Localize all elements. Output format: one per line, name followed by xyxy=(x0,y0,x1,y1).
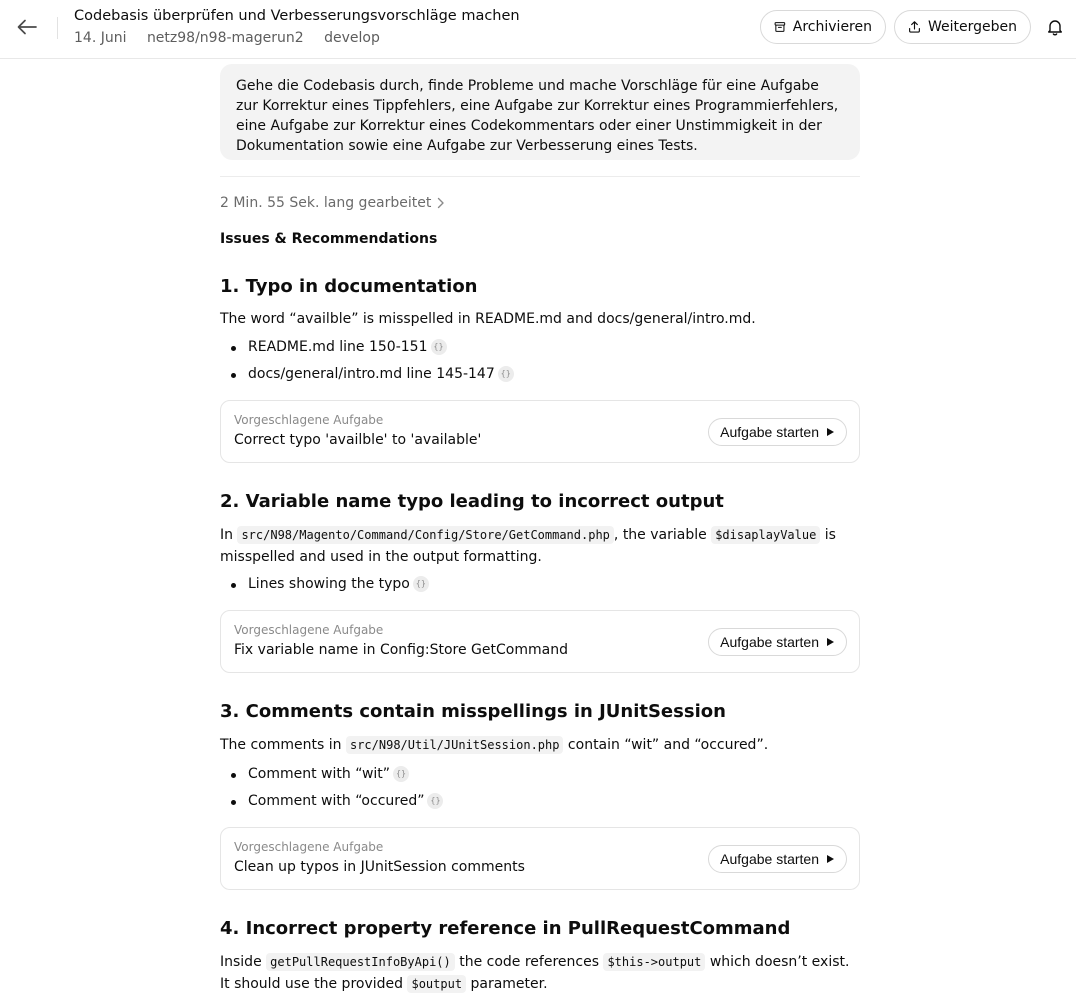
issue-reference-list xyxy=(220,571,429,598)
share-label: Weitergeben xyxy=(927,19,1017,35)
user-prompt: Gehe die Codebasis durch, finde Probleme und mache Vorschläge für eine Aufgabe zur Korrektur eines Tippfehlers, eine Aufgabe zur Korrektur eines Programmierfehlers, eine Aufgabe zur Korrektur eines Codekommentars oder einer Unstimmigkeit in der Dokumentation sowie eine Aufgabe zur Verbesserung eines Tests. xyxy=(220,64,860,160)
play-icon xyxy=(827,428,834,436)
issue-reference-list xyxy=(220,334,514,388)
list-item xyxy=(220,761,443,788)
list-item xyxy=(220,334,514,361)
suggested-task-title: Fix variable name in Config:Store GetCommand xyxy=(234,642,568,658)
issue-description xyxy=(220,524,860,568)
issue-heading: 4. Incorrect property reference in PullRequestCommand xyxy=(220,918,791,939)
archive-label: Archivieren xyxy=(792,19,872,35)
back-button[interactable] xyxy=(14,16,40,38)
citation-icon[interactable]: {} xyxy=(413,576,429,592)
start-task-label: Aufgabe starten xyxy=(720,851,819,867)
task-title: Codebasis überprüfen und Verbesserungsvorschläge machen xyxy=(74,8,520,24)
issue-heading: 2. Variable name typo leading to incorrect output xyxy=(220,491,724,512)
property-code: $this->output xyxy=(603,953,705,971)
suggested-task-title: Correct typo 'availble' to 'available' xyxy=(234,432,482,448)
worked-duration-toggle[interactable] xyxy=(220,195,445,211)
issue-description xyxy=(220,734,860,756)
text-fragment: Inside xyxy=(220,954,267,970)
issue-heading: 3. Comments contain misspellings in JUnitSession xyxy=(220,701,726,722)
start-task-button[interactable] xyxy=(708,628,847,656)
chevron-right-icon xyxy=(437,197,445,209)
text-fragment: is misspelled and used in the output formatting. xyxy=(220,527,836,565)
top-bar xyxy=(0,0,1076,59)
worked-duration-label: 2 Min. 55 Sek. lang gearbeitet xyxy=(220,195,432,211)
text-fragment: , the variable xyxy=(613,527,712,543)
start-task-button[interactable] xyxy=(708,418,847,446)
issue-description: The word “availble” is misspelled in README.md and docs/general/intro.md. xyxy=(220,311,756,327)
task-kicker: Vorgeschlagene Aufgabe xyxy=(234,623,384,637)
start-task-label: Aufgabe starten xyxy=(720,424,819,440)
reference-label: Comment with “occured” xyxy=(248,793,425,809)
repo-name: netz98/n98-magerun2 xyxy=(146,30,304,46)
archive-button[interactable] xyxy=(760,10,886,44)
text-fragment: parameter. xyxy=(466,976,548,992)
notifications-button[interactable] xyxy=(1044,16,1066,38)
start-task-button[interactable] xyxy=(708,845,847,873)
parameter-code: $output xyxy=(407,975,466,993)
method-code: getPullRequestInfoByApi() xyxy=(266,953,455,971)
text-fragment: In xyxy=(220,527,238,543)
issue-heading: 1. Typo in documentation xyxy=(220,276,478,297)
task-date: 14. Juni xyxy=(74,30,127,46)
suggested-task-title: Clean up typos in JUnitSession comments xyxy=(234,859,525,875)
text-fragment: the code references xyxy=(454,954,604,970)
divider xyxy=(220,176,860,177)
text-fragment: The comments in xyxy=(220,737,346,753)
reference-label: Lines showing the typo xyxy=(248,576,410,592)
suggested-task-card xyxy=(220,827,860,890)
reference-label: docs/general/intro.md line 145-147 xyxy=(248,366,495,382)
task-kicker: Vorgeschlagene Aufgabe xyxy=(234,413,384,427)
reference-label: Comment with “wit” xyxy=(248,766,391,782)
share-button[interactable] xyxy=(894,10,1031,44)
list-item xyxy=(220,361,514,388)
start-task-label: Aufgabe starten xyxy=(720,634,819,650)
branch-name: develop xyxy=(324,30,380,46)
section-title: Issues & Recommendations xyxy=(220,231,438,247)
arrow-left-icon xyxy=(17,19,37,35)
citation-icon[interactable]: {} xyxy=(498,366,514,382)
variable-code: $disaplayValue xyxy=(711,526,820,544)
reference-label: README.md line 150-151 xyxy=(248,339,428,355)
task-kicker: Vorgeschlagene Aufgabe xyxy=(234,840,384,854)
text-fragment: contain “wit” and “occured”. xyxy=(563,737,769,753)
citation-icon[interactable]: {} xyxy=(431,339,447,355)
issue-reference-list xyxy=(220,761,443,815)
share-icon xyxy=(908,19,921,35)
suggested-task-card xyxy=(220,610,860,673)
play-icon xyxy=(827,855,834,863)
suggested-task-card xyxy=(220,400,860,463)
citation-icon[interactable]: {} xyxy=(393,766,409,782)
file-path-code: src/N98/Util/JUnitSession.php xyxy=(346,736,564,754)
task-meta xyxy=(74,30,396,46)
bell-icon xyxy=(1046,18,1064,36)
list-item xyxy=(220,788,443,815)
archive-icon xyxy=(774,19,786,35)
list-item xyxy=(220,571,429,598)
issue-description xyxy=(220,951,860,995)
text-fragment: which doesn’t exist. It should use the provided xyxy=(220,954,850,992)
header-divider xyxy=(57,17,58,39)
file-path-code: src/N98/Magento/Command/Config/Store/GetCommand.php xyxy=(237,526,613,544)
play-icon xyxy=(827,638,834,646)
citation-icon[interactable]: {} xyxy=(427,793,443,809)
